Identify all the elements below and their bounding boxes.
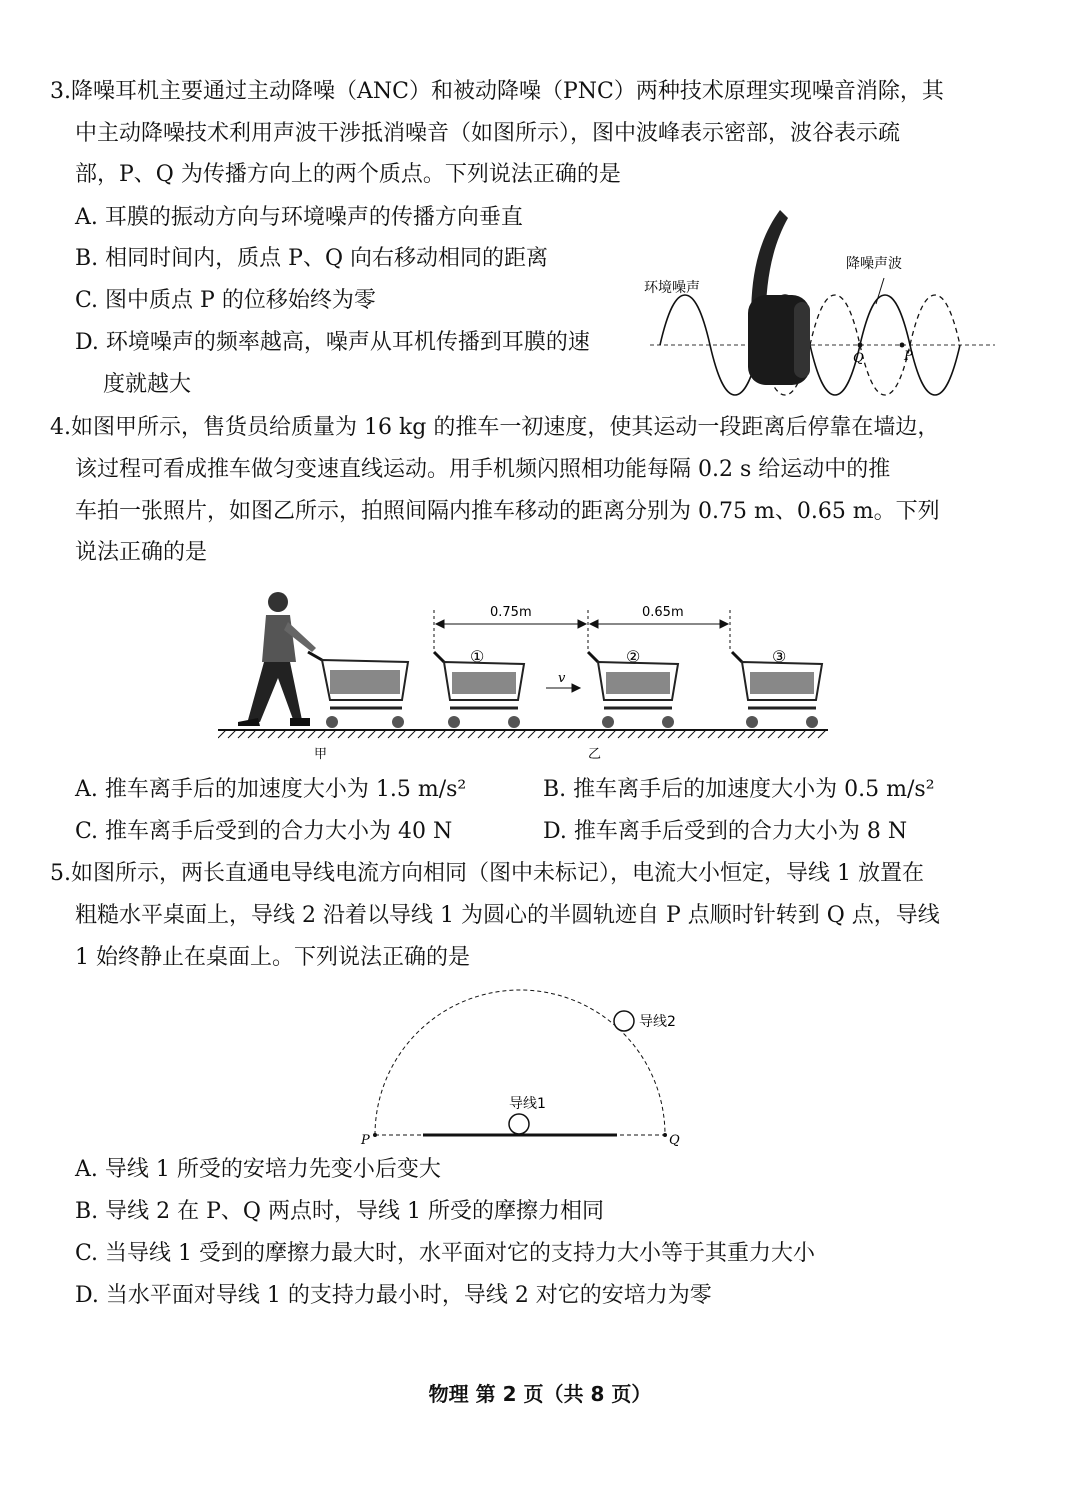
q5-stem-line-2: 粗糙水平桌面上，导线 2 沿着以导线 1 为圆心的半圆轨迹自 P 点顺时针转到 Q 点，导线 (75, 903, 940, 928)
q5-option-a: A. 导线 1 所受的安培力先变小后变大 (75, 1157, 441, 1182)
q3-stem-line-1: 3.降噪耳机主要通过主动降噪（ANC）和被动降噪（PNC）两种技术原理实现噪音消除，其 (50, 79, 944, 104)
q3-headphone-wave-figure (640, 200, 1000, 400)
label-environment-noise: 环境噪声 (644, 280, 700, 296)
q4-option-a: A. 推车离手后的加速度大小为 1.5 m/s² (75, 777, 467, 802)
q4-option-d: D. 推车离手后受到的合力大小为 8 N (543, 819, 908, 844)
wire-1-circle (509, 1114, 529, 1134)
q3-option-d: D. 环境噪声的频率越高，噪声从耳机传播到耳膜的速 (75, 330, 590, 355)
wire-1-label: 导线1 (509, 1096, 546, 1112)
q3-option-b: B. 相同时间内，质点 P、Q 向右移动相同的距离 (75, 246, 548, 271)
q4-stem-line-3: 车拍一张照片，如图乙所示，拍照间隔内推车移动的距离分别为 0.75 m、0.65 m。下列 (75, 499, 940, 524)
cart-3-label: ③ (772, 647, 787, 666)
q5-stem-line-3: 1 始终静止在桌面上。下列说法正确的是 (75, 945, 470, 970)
cart-jia (308, 652, 408, 728)
q4-option-b: B. 推车离手后的加速度大小为 0.5 m/s² (543, 777, 935, 802)
q5-wire-figure (355, 980, 695, 1150)
q3-stem-line-3: 部，P、Q 为传播方向上的两个质点。下列说法正确的是 (75, 162, 621, 187)
q5-stem-line-1: 5.如图所示，两长直通电导线电流方向相同（图中未标记），电流大小恒定，导线 1 放置在 (50, 861, 924, 886)
label-q: Q (853, 351, 864, 366)
q4-stem-line-2: 该过程可看成推车做匀变速直线运动。用手机频闪照相功能每隔 0.2 s 给运动中的推 (75, 457, 891, 482)
cart-1-label: ① (470, 647, 485, 666)
q5-option-c: C. 当导线 1 受到的摩擦力最大时，水平面对它的支持力大小等于其重力大小 (75, 1241, 816, 1266)
wire-2-label: 导线2 (639, 1014, 676, 1030)
label-p: P (904, 349, 913, 364)
point-p (900, 343, 905, 348)
q3-option-a: A. 耳膜的振动方向与环境噪声的传播方向垂直 (75, 205, 523, 230)
label-yi: 乙 (588, 747, 602, 762)
q3-option-c: C. 图中质点 P 的位移始终为零 (75, 288, 376, 313)
label-anti-noise: 降噪声波 (846, 256, 902, 272)
point-p-marker (373, 1133, 377, 1137)
label-jia: 甲 (314, 747, 328, 762)
wire-2-circle (614, 1011, 634, 1031)
q5-option-d: D. 当水平面对导线 1 的支持力最小时，导线 2 对它的安培力为零 (75, 1283, 712, 1308)
distance-1: 0.75m (490, 605, 532, 620)
page-footer: 物理 第 2 页（共 8 页） (428, 1382, 652, 1406)
q4-option-c: C. 推车离手后受到的合力大小为 40 N (75, 819, 453, 844)
point-q-marker (663, 1133, 667, 1137)
q3-option-d-cont: 度就越大 (103, 372, 192, 397)
velocity-label: v (558, 671, 566, 686)
distance-2: 0.65m (642, 605, 684, 620)
label-p: P (361, 1133, 370, 1148)
ground-hatch (218, 730, 828, 738)
q4-cart-figure (218, 590, 838, 768)
point-q (858, 343, 863, 348)
salesperson-figure (238, 592, 316, 726)
q3-stem-line-2: 中主动降噪技术利用声波干涉抵消噪音（如图所示），图中波峰表示密部，波谷表示疏 (75, 121, 901, 146)
q5-option-b: B. 导线 2 在 P、Q 两点时，导线 1 所受的摩擦力相同 (75, 1199, 604, 1224)
q4-stem-line-4: 说法正确的是 (75, 540, 208, 565)
label-q: Q (669, 1133, 680, 1148)
q4-stem-line-1: 4.如图甲所示，售货员给质量为 16 kg 的推车一初速度，使其运动一段距离后停靠在墙边， (50, 415, 940, 440)
cart-2-label: ② (626, 647, 641, 666)
